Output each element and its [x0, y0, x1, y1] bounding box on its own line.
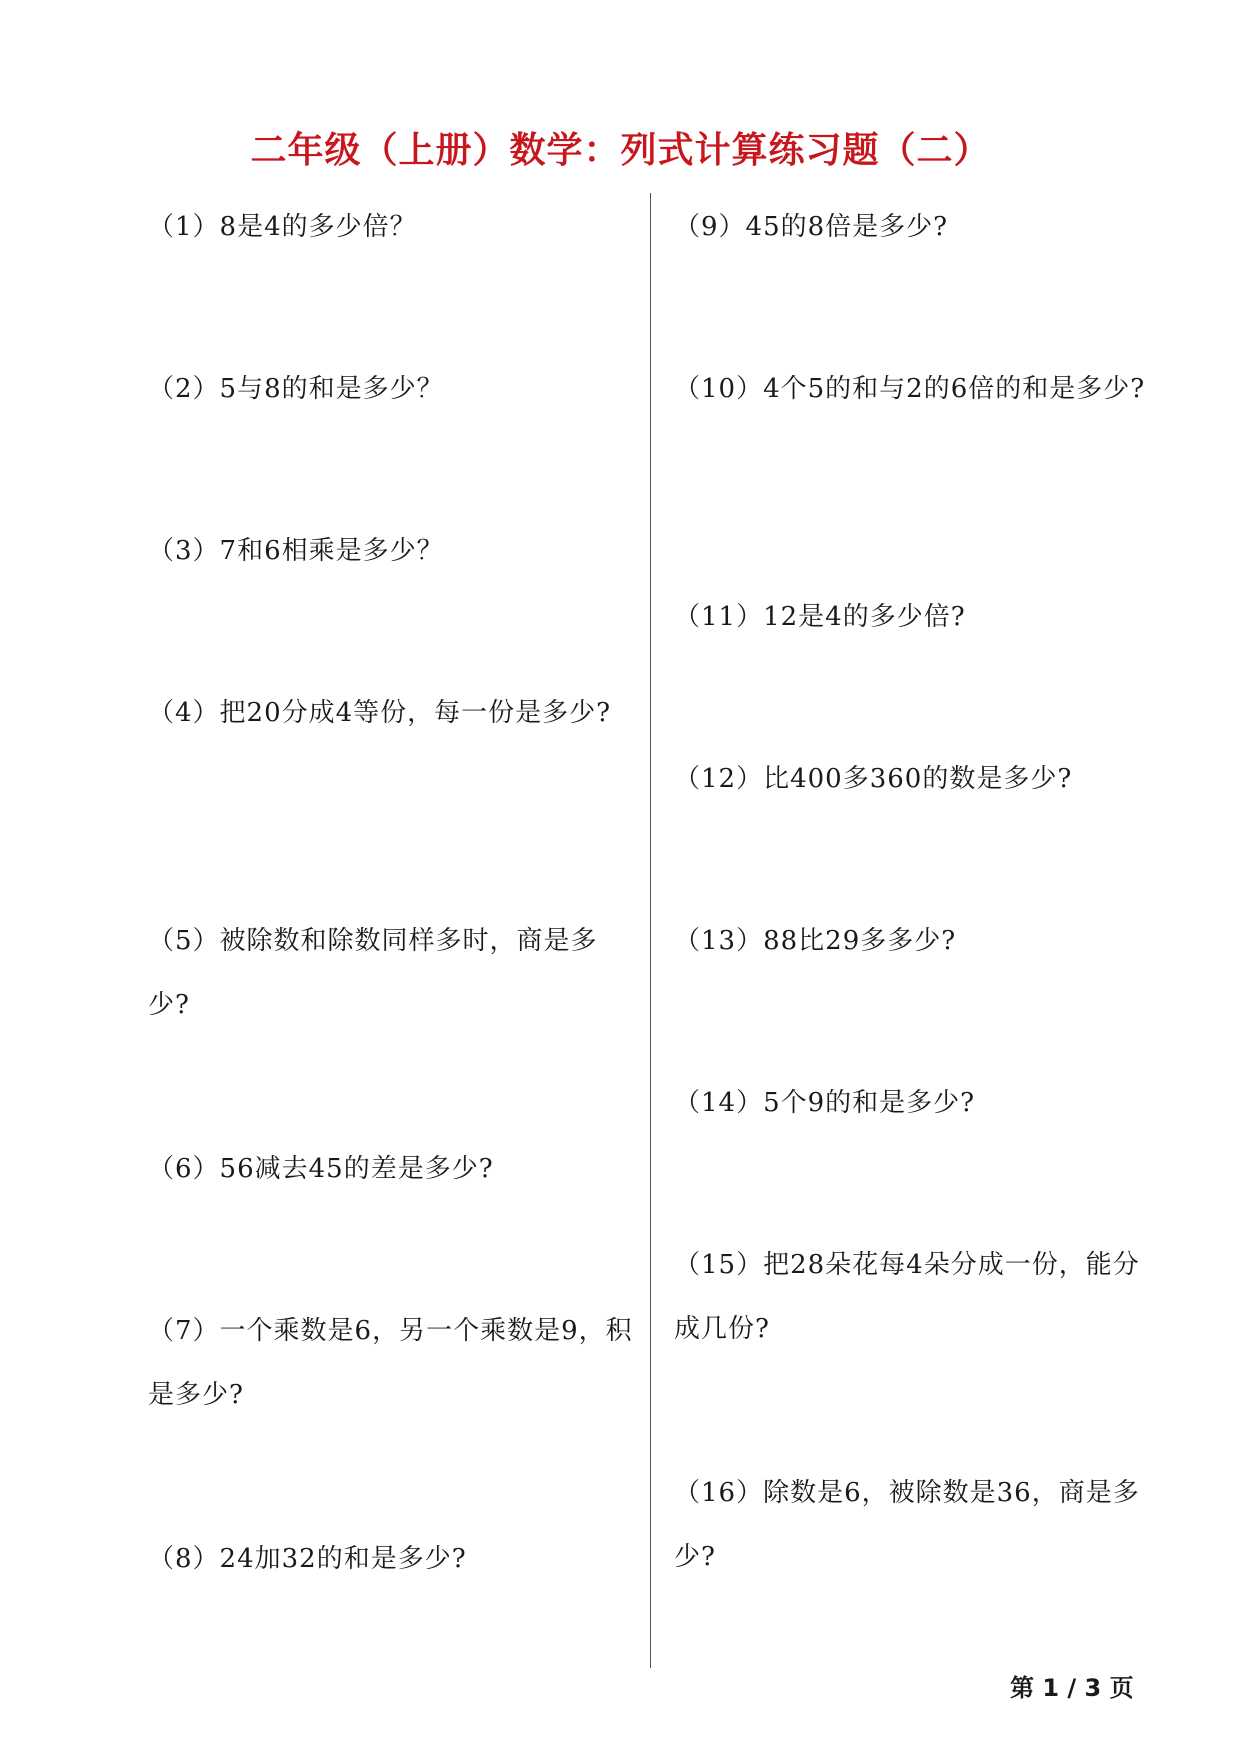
question-11: （11）12是4的多少倍?	[674, 602, 966, 632]
question-7: （7）一个乘数是6，另一个乘数是9，积是多少?	[148, 1316, 633, 1410]
page-number: 第 1 / 3 页	[1010, 1674, 1134, 1702]
question-15: （15）把28朵花每4朵分成一份，能分成几份?	[674, 1250, 1140, 1344]
column-divider	[650, 193, 651, 1668]
question-10: （10）4个5的和与2的6倍的和是多少?	[674, 374, 1146, 404]
question-3: （3）7和6相乘是多少？	[148, 536, 444, 566]
question-14: （14）5个9的和是多少?	[674, 1088, 976, 1118]
question-9: （9）45的8倍是多少?	[674, 212, 949, 242]
question-12: （12）比400多360的数是多少?	[674, 764, 1073, 794]
question-5: （5）被除数和除数同样多时，商是多少?	[148, 926, 598, 1020]
question-13: （13）88比29多多少?	[674, 926, 957, 956]
question-16: （16）除数是6，被除数是36，商是多少?	[674, 1478, 1140, 1572]
question-8: （8）24加32的和是多少?	[148, 1544, 467, 1574]
question-6: （6）56减去45的差是多少?	[148, 1154, 494, 1184]
question-1: （1）8是4的多少倍？	[148, 212, 417, 242]
question-2: （2）5与8的和是多少？	[148, 374, 444, 404]
question-4: （4）把20分成4等份，每一份是多少?	[148, 698, 612, 728]
page-title: 二年级（上册）数学：列式计算练习题（二）	[250, 130, 991, 171]
